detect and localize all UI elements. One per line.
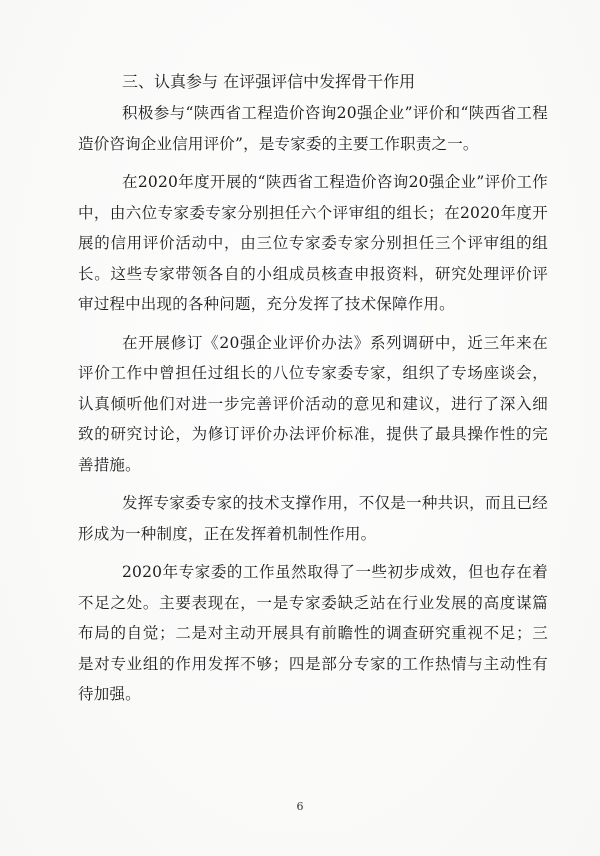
paragraph-1: 积极参与“陕西省工程造价咨询20强企业”评价和“陕西省工程造价咨询企业信用评价”，是专家委的主要工作职责之一。 bbox=[78, 104, 548, 153]
page-content bbox=[78, 66, 548, 718]
section-heading: 三、认真参与 在评强评信中发挥骨干作用 bbox=[122, 72, 416, 91]
paragraph-5: 2020年专家委的工作虽然取得了一些初步成效，但也存在着不足之处。主要表现在，一是专家委缺乏站在行业发展的高度谋篇布局的自觉；二是对主动开展具有前瞻性的调查研究重视不足；三是对专业组的作用发挥不够；四是部分专家的工作热情与主动性有待加强。 bbox=[78, 563, 548, 703]
paragraph-4: 发挥专家委专家的技术支撑作用，不仅是一种共识，而且已经形成为一种制度，正在发挥着机制性作用。 bbox=[78, 494, 548, 543]
paragraph-3: 在开展修订《20强企业评价办法》系列调研中，近三年来在评价工作中曾担任过组长的八位专家委专家，组织了专场座谈会，认真倾听他们对进一步完善评价活动的意见和建议，进行了深入细致的研究讨论，为修订评价办法评价标准，提供了最具操作性的完善措施。 bbox=[78, 333, 548, 474]
page-number: 6 bbox=[296, 800, 304, 813]
paragraph-2: 在2020年度开展的“陕西省工程造价咨询20强企业”评价工作中，由六位专家委专家分别担任六个评审组的组长；在2020年度开展的信用评价活动中，由三位专家委专家分别担任三个评审组的组长。这些专家带领各自的小组成员核查申报资料，研究处理评价评审过程中出现的各种问题，充分发挥了技术保障作用。 bbox=[78, 173, 548, 313]
